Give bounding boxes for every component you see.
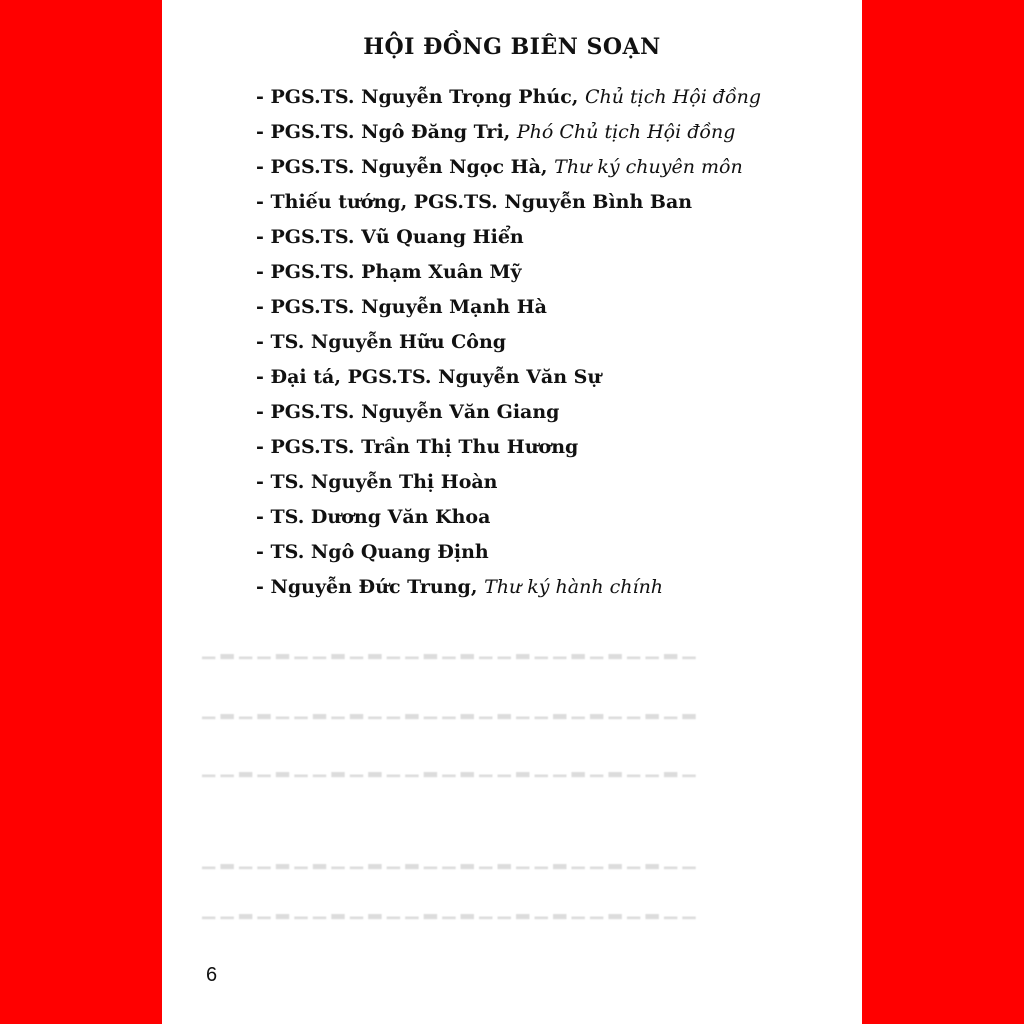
member-name: PGS.TS. Trần Thị Thu Hương bbox=[270, 436, 579, 458]
name-role-separator: , bbox=[540, 156, 555, 178]
list-item bbox=[256, 150, 761, 185]
list-item bbox=[256, 570, 761, 605]
list-item bbox=[256, 430, 761, 465]
list-item bbox=[256, 325, 761, 360]
member-name: TS. Nguyễn Thị Hoàn bbox=[270, 471, 498, 493]
member-name: PGS.TS. Nguyễn Ngọc Hà bbox=[270, 156, 541, 178]
document-page bbox=[162, 0, 862, 1024]
member-name: Đại tá, PGS.TS. Nguyễn Văn Sự bbox=[270, 366, 602, 388]
member-name: Thiếu tướng, PGS.TS. Nguyễn Bình Ban bbox=[270, 191, 693, 213]
name-role-separator: , bbox=[571, 86, 585, 108]
page-title: HỘI ĐỒNG BIÊN SOẠN bbox=[363, 34, 661, 60]
bleed-through-line: ▁ ▂ ▁ ▂ ▁ ▁ ▂ ▁ ▂ ▁ ▁ ▂ ▁ ▁ ▂ ▁ ▂ ▁ ▁ ▂ ▁ ▂ ▁ ▁ ▂ ▁ ▂ bbox=[202, 700, 696, 720]
member-name: PGS.TS. Nguyễn Văn Giang bbox=[270, 401, 560, 423]
member-name: Nguyễn Đức Trung bbox=[270, 576, 471, 598]
member-role: Thư ký chuyên môn bbox=[554, 156, 743, 178]
item-dash: - bbox=[256, 86, 271, 108]
item-dash: - bbox=[256, 436, 271, 458]
member-role: Chủ tịch Hội đồng bbox=[585, 86, 761, 108]
member-name: PGS.TS. Phạm Xuân Mỹ bbox=[270, 261, 522, 283]
item-dash: - bbox=[256, 401, 271, 423]
bleed-through-line: ▁ ▁ ▂ ▁ ▂ ▁ ▁ ▂ ▁ ▂ ▁ ▁ ▂ ▁ ▂ ▁ ▁ ▂ ▁ ▂ ▁ ▁ ▂ ▁ ▂ ▁ ▁ bbox=[202, 900, 696, 920]
editorial-board-list bbox=[256, 80, 761, 605]
item-dash: - bbox=[256, 576, 271, 598]
member-name: PGS.TS. Nguyễn Trọng Phúc bbox=[270, 86, 572, 108]
item-dash: - bbox=[256, 191, 271, 213]
name-role-separator: , bbox=[503, 121, 517, 143]
member-name: PGS.TS. Ngô Đăng Tri bbox=[270, 121, 504, 143]
member-name: PGS.TS. Vũ Quang Hiển bbox=[270, 226, 524, 248]
list-item bbox=[256, 535, 761, 570]
bleed-through-line: ▁ ▂ ▁ ▁ ▂ ▁ ▁ ▂ ▁ ▂ ▁ ▁ ▂ ▁ ▂ ▁ ▁ ▂ ▁ ▁ ▂ ▁ ▂ ▁ ▁ ▂ ▁ bbox=[202, 640, 696, 660]
item-dash: - bbox=[256, 261, 271, 283]
list-item bbox=[256, 80, 761, 115]
item-dash: - bbox=[256, 121, 271, 143]
page-number: 6 bbox=[206, 964, 218, 986]
list-item bbox=[256, 360, 761, 395]
member-name: PGS.TS. Nguyễn Mạnh Hà bbox=[270, 296, 547, 318]
member-name: TS. Ngô Quang Định bbox=[270, 541, 489, 563]
bleed-through-line: ▁ ▂ ▁ ▁ ▂ ▁ ▂ ▁ ▁ ▂ ▁ ▂ ▁ ▁ ▂ ▁ ▂ ▁ ▁ ▂ ▁ ▁ ▂ ▁ ▂ ▁ ▁ bbox=[202, 850, 696, 870]
item-dash: - bbox=[256, 541, 271, 563]
item-dash: - bbox=[256, 366, 271, 388]
item-dash: - bbox=[256, 296, 271, 318]
item-dash: - bbox=[256, 471, 271, 493]
list-item bbox=[256, 185, 761, 220]
list-item bbox=[256, 115, 761, 150]
item-dash: - bbox=[256, 156, 271, 178]
item-dash: - bbox=[256, 506, 271, 528]
member-name: TS. Nguyễn Hữu Công bbox=[270, 331, 507, 353]
list-item bbox=[256, 255, 761, 290]
list-item bbox=[256, 290, 761, 325]
list-item bbox=[256, 500, 761, 535]
name-role-separator: , bbox=[470, 576, 485, 598]
member-role: Thư ký hành chính bbox=[484, 576, 664, 598]
list-item bbox=[256, 220, 761, 255]
list-item bbox=[256, 465, 761, 500]
item-dash: - bbox=[256, 226, 271, 248]
item-dash: - bbox=[256, 331, 271, 353]
bleed-through-line: ▁ ▁ ▂ ▁ ▂ ▁ ▁ ▂ ▁ ▂ ▁ ▁ ▂ ▁ ▂ ▁ ▁ ▂ ▁ ▁ ▂ ▁ ▂ ▁ ▁ ▂ ▁ bbox=[202, 758, 696, 778]
member-role: Phó Chủ tịch Hội đồng bbox=[516, 121, 736, 143]
member-name: TS. Dương Văn Khoa bbox=[270, 506, 491, 528]
list-item bbox=[256, 395, 761, 430]
